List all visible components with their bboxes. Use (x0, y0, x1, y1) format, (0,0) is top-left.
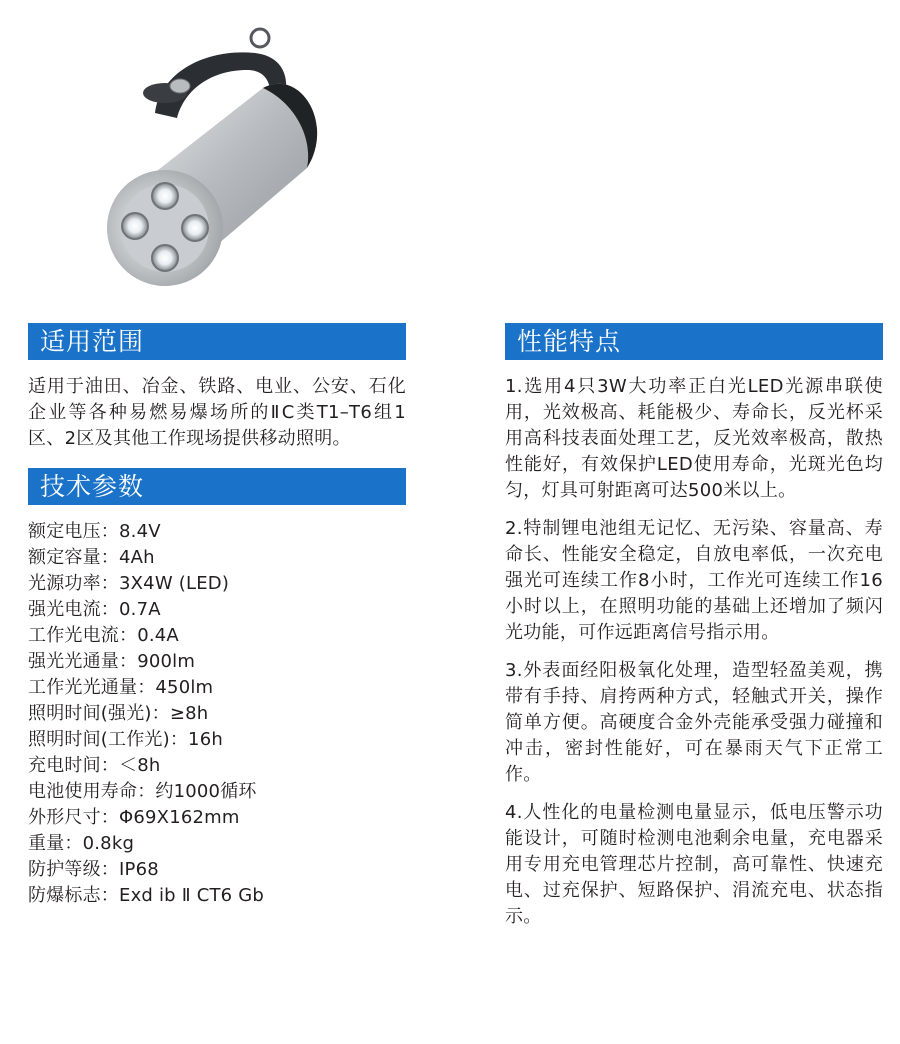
spec-item: 强光光通量：900lm (28, 651, 196, 672)
specs-heading: 技术参数 (28, 468, 406, 505)
spec-item: 照明时间(强光)：≥8h (28, 703, 209, 724)
spec-item: 工作光光通量：450lm (28, 677, 214, 698)
spec-item: 电池使用寿命：约1000循环 (28, 781, 257, 802)
feature-paragraph: 1.选用4只3W大功率正白光LED光源串联使用，光效极高、耗能极少、寿命长，反光杯采用高科技表面处理工艺，反光效率极高，散热性能好，有效保护LED使用寿命，光斑光色均匀，灯具可射距离可达500米以上。 (505, 376, 883, 501)
features-heading: 性能特点 (505, 323, 883, 360)
spec-item: 防爆标志：Exd ib Ⅱ CT6 Gb (28, 885, 265, 906)
left-column (28, 323, 406, 909)
application-text: 适用于油田、冶金、铁路、电业、公安、石化企业等各种易燃易爆场所的ⅡC类T1–T6组1区、2区及其他工作现场提供移动照明。 (28, 376, 406, 449)
application-heading: 适用范围 (28, 323, 406, 360)
spec-item: 强光电流：0.7A (28, 599, 161, 620)
feature-paragraph: 4.人性化的电量检测电量显示，低电压警示功能设计，可随时检测电池剩余电量，充电器采用专用充电管理芯片控制，高可靠性、快速充电、过充保护、短路保护、涓流充电、状态指示。 (505, 802, 883, 927)
spec-item: 防护等级：IP68 (28, 859, 159, 880)
spec-item: 额定电压：8.4V (28, 521, 161, 542)
flashlight-image (95, 18, 335, 288)
spec-item: 重量：0.8kg (28, 833, 135, 854)
spec-item: 额定容量：4Ah (28, 547, 155, 568)
spec-item: 外形尺寸：Φ69X162mm (28, 807, 240, 828)
spec-item: 光源功率：3X4W (LED) (28, 573, 230, 594)
right-column (505, 323, 883, 942)
spec-list (28, 519, 406, 909)
spec-item: 照明时间(工作光)：16h (28, 729, 223, 750)
spec-item: 充电时间：＜8h (28, 755, 161, 776)
feature-paragraph: 2.特制锂电池组无记忆、无污染、容量高、寿命长、性能安全稳定，自放电率低，一次充电强光可连续工作8小时，工作光可连续工作16小时以上，在照明功能的基础上还增加了频闪光功能，可作远距离信号指示用。 (505, 518, 883, 643)
feature-paragraph: 3.外表面经阳极氧化处理，造型轻盈美观，携带有手持、肩挎两种方式，轻触式开关，操作简单方便。高硬度合金外壳能承受强力碰撞和冲击，密封性能好，可在暴雨天气下正常工作。 (505, 660, 883, 785)
spec-item: 工作光电流：0.4A (28, 625, 179, 646)
